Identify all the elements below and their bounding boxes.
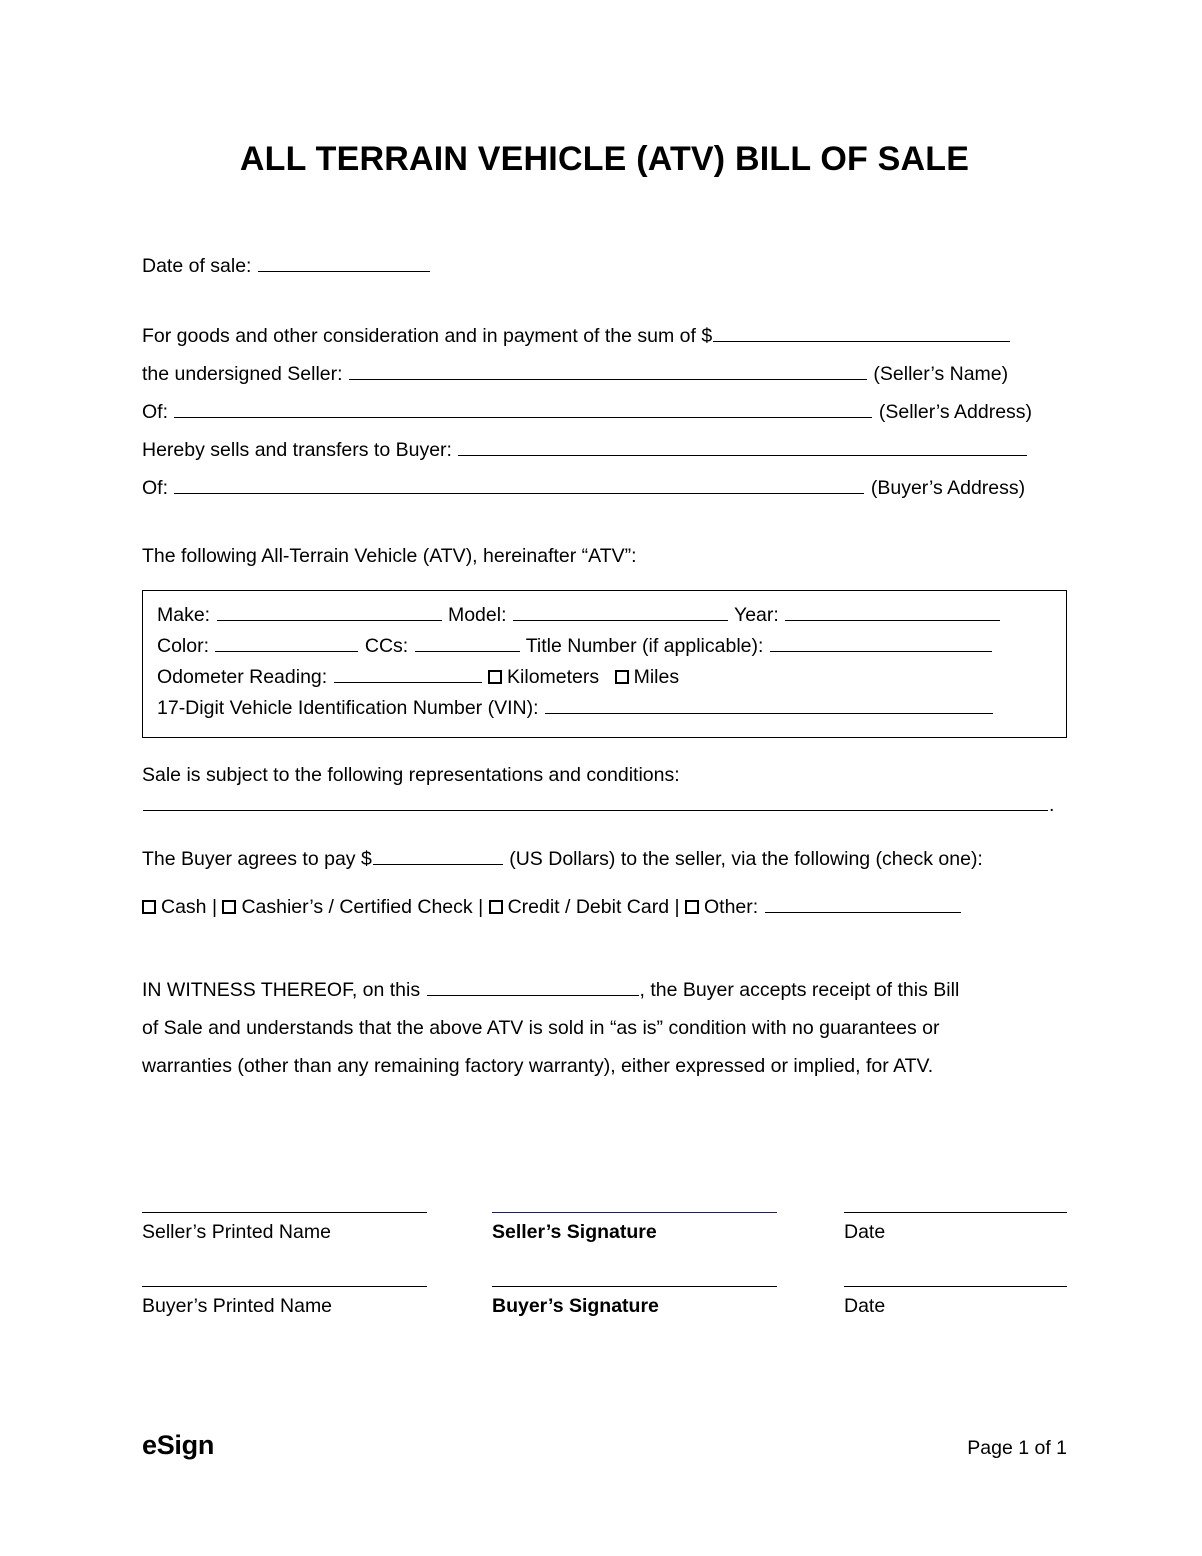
date-of-sale-field[interactable] [258,254,430,272]
document-body [142,0,1067,1085]
vehicle-details-box [142,590,1067,738]
consideration-label: For goods and other consideration and in payment of the sum of $ [142,325,713,347]
credit-debit-label: Credit / Debit Card [507,896,670,918]
color-field[interactable] [215,634,358,652]
conditions-label: Sale is subject to the following representations and conditions: [142,764,680,786]
seller-printed-name-label: Seller’s Printed Name [142,1221,331,1243]
witness-date-field[interactable] [427,978,639,996]
color-label: Color: [157,635,210,657]
buyer-signature-block [492,1286,844,1318]
buyer-date-block [844,1286,1067,1318]
signature-area [142,1212,1067,1318]
vehicle-make-model-year-row [157,600,1052,631]
seller-name-field[interactable] [349,362,867,380]
cash-label: Cash [161,896,207,918]
title-number-field[interactable] [770,634,992,652]
date-of-sale-label: Date of sale: [142,255,252,277]
esign-logo: eSign [142,1430,215,1460]
vehicle-color-ccs-title-row [157,631,1052,662]
odometer-label: Odometer Reading: [157,666,328,688]
page-footer [142,1430,1067,1461]
seller-address-row [142,393,1067,431]
ccs-field[interactable] [415,634,520,652]
buyer-name-row [142,431,1067,469]
seller-address-note: (Seller’s Address) [878,401,1033,423]
miles-label: Miles [633,666,680,688]
seller-signature-label: Seller’s Signature [492,1221,657,1243]
seller-name-label: the undersigned Seller: [142,363,343,385]
buyer-address-label: Of: [142,477,169,499]
seller-signature-block [492,1212,844,1244]
buyer-address-row [142,469,1067,507]
buyer-signature-label: Buyer’s Signature [492,1295,659,1317]
buyer-printed-name-block [142,1286,492,1318]
kilometers-label: Kilometers [507,666,600,688]
seller-signature-row [142,1212,1067,1244]
vehicle-odometer-row [157,662,1052,693]
buyer-signature-row [142,1286,1067,1318]
buyer-address-note: (Buyer’s Address) [870,477,1026,499]
vehicle-vin-row [157,693,1052,724]
year-field[interactable] [785,603,1000,621]
separator-3: | [674,896,680,918]
year-label: Year: [733,604,779,626]
cash-checkbox[interactable] [142,900,156,914]
parties-block [142,317,1067,507]
payment-amount-field[interactable] [373,847,503,865]
vin-label: 17-Digit Vehicle Identification Number (VIN): [157,697,539,719]
make-field[interactable] [217,603,442,621]
consideration-row [142,317,1067,355]
page-title: ALL TERRAIN VEHICLE (ATV) BILL OF SALE [239,140,970,178]
title-number-label: Title Number (if applicable): [525,635,764,657]
date-of-sale-row [142,247,1067,285]
kilometers-checkbox[interactable] [488,670,502,684]
vin-field[interactable] [545,696,993,714]
witness-line-2: of Sale and understands that the above ATV is sold in “as is” condition with no guarantees or [142,1017,940,1039]
buyer-name-label: Hereby sells and transfers to Buyer: [142,439,452,461]
payment-amount-suffix: (US Dollars) to the seller, via the following (check one): [509,848,983,870]
conditions-field[interactable] [143,793,1048,811]
separator-2: | [478,896,484,918]
buyer-printed-name-label: Buyer’s Printed Name [142,1295,333,1317]
credit-debit-checkbox[interactable] [489,900,503,914]
page-number: Page 1 of 1 [967,1437,1067,1459]
make-label: Make: [157,604,211,626]
model-field[interactable] [513,603,728,621]
other-label: Other: [703,896,759,918]
witness-line-1 [142,971,1067,1009]
witness-line-3: warranties (other than any remaining factory warranty), either expressed or implied, for ATV. [142,1055,934,1077]
payment-method-row [142,895,1067,919]
witness-mid-text: , the Buyer accepts receipt of this Bill [639,979,960,1001]
seller-address-field[interactable] [174,400,872,418]
seller-address-label: Of: [142,401,169,423]
ccs-label: CCs: [364,635,409,657]
buyer-date-label: Date [844,1295,886,1317]
other-checkbox[interactable] [685,900,699,914]
cashiers-check-label: Cashier’s / Certified Check [241,896,473,918]
payment-amount-row [142,847,1067,871]
other-field[interactable] [765,895,961,913]
seller-name-row [142,355,1067,393]
buyer-address-field[interactable] [174,476,864,494]
seller-date-label: Date [844,1221,886,1243]
payment-amount-label: The Buyer agrees to pay $ [142,848,372,870]
witness-pre-text: IN WITNESS THEREOF, on this [142,979,421,1001]
atv-intro-text: The following All-Terrain Vehicle (ATV), hereinafter “ATV”: [142,545,637,567]
consideration-amount-field[interactable] [713,324,1010,342]
separator-1: | [211,896,218,918]
cashiers-check-checkbox[interactable] [222,900,236,914]
conditions-end-punct: . [1049,794,1055,816]
conditions-row [142,793,1067,817]
seller-printed-name-block [142,1212,492,1244]
odometer-field[interactable] [334,665,482,683]
model-label: Model: [447,604,507,626]
seller-name-note: (Seller’s Name) [873,363,1009,385]
witness-paragraph [142,971,1067,1085]
buyer-name-field[interactable] [458,438,1027,456]
miles-checkbox[interactable] [615,670,629,684]
seller-date-block [844,1212,1067,1244]
